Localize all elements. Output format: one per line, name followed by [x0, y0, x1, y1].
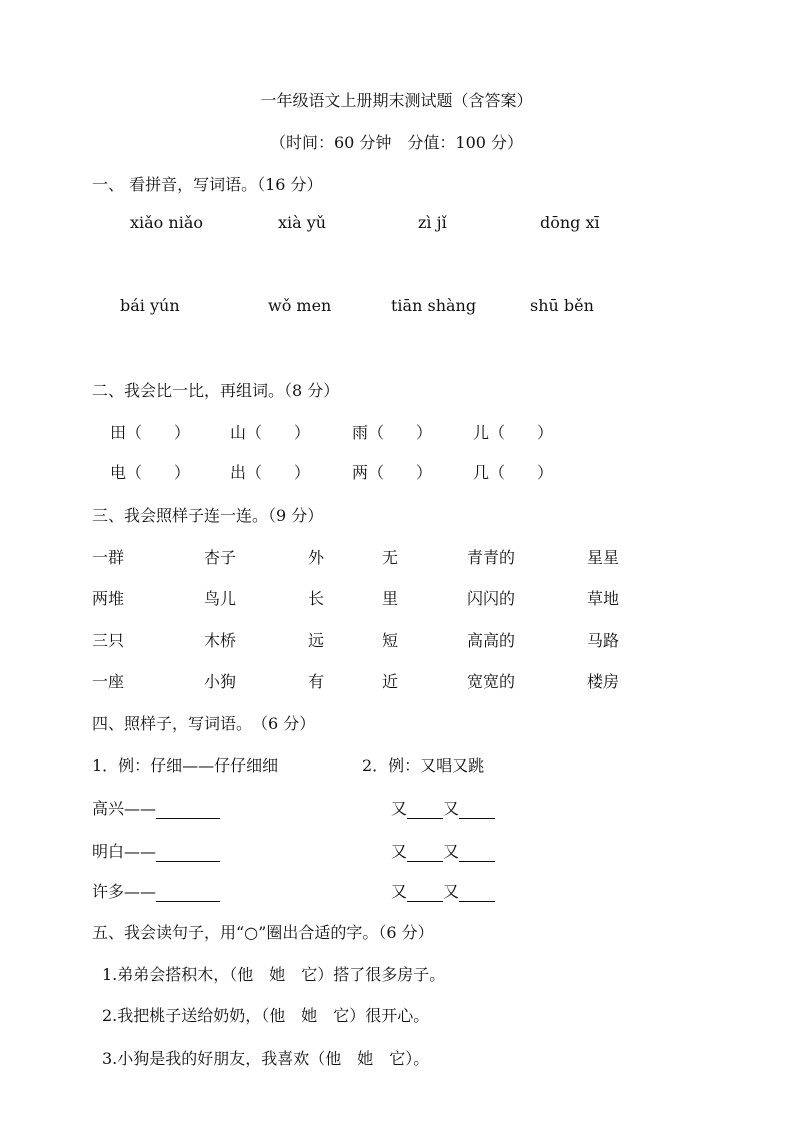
match-word: 马路 — [587, 631, 620, 650]
fill-row — [391, 839, 495, 862]
exam-info: （时间：60 分钟 分值：100 分） — [269, 133, 524, 152]
answer-blank[interactable] — [407, 842, 443, 862]
pinyin-item: xià yǔ — [278, 213, 327, 232]
compare-item: 田（ ） — [110, 423, 191, 442]
match-word: 宽宽的 — [467, 672, 516, 691]
fill-row-label: 高兴—— — [92, 799, 157, 818]
compare-item: 两（ ） — [352, 463, 433, 482]
you-char: 又 — [443, 882, 460, 901]
match-word: 高高的 — [467, 631, 516, 650]
section-5-heading: 五、我会读句子，用“○”圈出合适的字。（6 分） — [92, 923, 434, 942]
answer-blank[interactable] — [156, 799, 220, 819]
fill-row — [391, 879, 495, 902]
answer-blank[interactable] — [156, 882, 220, 902]
match-word: 无 — [382, 548, 399, 567]
compare-item: 雨（ ） — [352, 423, 433, 442]
section-2-heading: 二、我会比一比，再组词。（8 分） — [92, 381, 340, 400]
fill-row — [92, 839, 220, 862]
answer-blank[interactable] — [459, 799, 495, 819]
you-char: 又 — [391, 799, 408, 818]
compare-item: 儿（ ） — [473, 423, 554, 442]
you-char: 又 — [443, 799, 460, 818]
sentence-item: 1.弟弟会搭积木，（他 她 它）搭了很多房子。 — [102, 965, 446, 984]
fill-row — [92, 796, 220, 819]
match-word: 长 — [308, 589, 325, 608]
section-4-heading: 四、照样子，写词语。 （6 分） — [92, 714, 316, 733]
pinyin-item: tiān shàng — [391, 296, 477, 315]
match-word: 杏子 — [204, 548, 237, 567]
fill-row-label: 许多—— — [92, 882, 157, 901]
section-3-heading: 三、我会照样子连一连。（9 分） — [92, 506, 324, 525]
sentence-item: 3.小狗是我的好朋友，我喜欢（他 她 它）。 — [102, 1049, 430, 1068]
you-char: 又 — [443, 842, 460, 861]
compare-item: 山（ ） — [230, 423, 311, 442]
answer-blank[interactable] — [407, 799, 443, 819]
answer-blank[interactable] — [407, 882, 443, 902]
match-word: 鸟儿 — [204, 589, 237, 608]
match-word: 星星 — [587, 548, 620, 567]
pinyin-item: xiǎo niǎo — [130, 213, 203, 232]
match-word: 草地 — [587, 589, 620, 608]
pinyin-item: shū běn — [530, 296, 594, 315]
example-1: 1．例：仔细——仔仔细细 — [92, 756, 279, 775]
fill-row-label: 明白—— — [92, 842, 157, 861]
match-word: 青青的 — [467, 548, 516, 567]
pinyin-item: wǒ men — [268, 296, 332, 315]
section-1-heading: 一、 看拼音，写词语。（16 分） — [92, 175, 323, 194]
fill-row — [92, 879, 220, 902]
pinyin-item: dōng xī — [540, 213, 600, 232]
compare-item: 电（ ） — [110, 463, 191, 482]
match-word: 一座 — [92, 672, 125, 691]
match-word: 小狗 — [204, 672, 237, 691]
sentence-item: 2.我把桃子送给奶奶，（他 她 它）很开心。 — [102, 1006, 430, 1025]
pinyin-item: zì jǐ — [418, 213, 447, 232]
match-word: 短 — [382, 631, 399, 650]
match-word: 楼房 — [587, 672, 620, 691]
answer-blank[interactable] — [459, 882, 495, 902]
page-title: 一年级语文上册期末测试题（含答案） — [260, 91, 533, 110]
match-word: 里 — [382, 589, 399, 608]
example-2: 2．例：又唱又跳 — [362, 756, 485, 775]
answer-blank[interactable] — [156, 842, 220, 862]
match-word: 外 — [308, 548, 325, 567]
you-char: 又 — [391, 842, 408, 861]
match-word: 近 — [382, 672, 399, 691]
match-word: 有 — [308, 672, 325, 691]
you-char: 又 — [391, 882, 408, 901]
match-word: 远 — [308, 631, 325, 650]
match-word: 木桥 — [204, 631, 237, 650]
answer-blank[interactable] — [459, 842, 495, 862]
match-word: 三只 — [92, 631, 125, 650]
match-word: 闪闪的 — [467, 589, 516, 608]
compare-item: 几（ ） — [473, 463, 554, 482]
fill-row — [391, 796, 495, 819]
match-word: 两堆 — [92, 589, 125, 608]
match-word: 一群 — [92, 548, 125, 567]
pinyin-item: bái yún — [120, 296, 180, 315]
compare-item: 出（ ） — [230, 463, 311, 482]
